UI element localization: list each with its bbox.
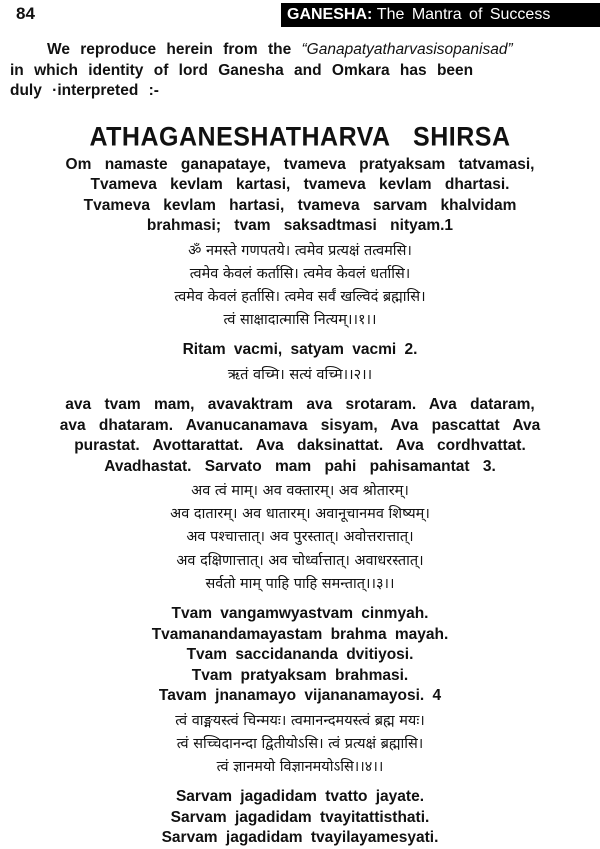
sanskrit-line: अव दातारम्। अव धातारम्। अवानूचानमव शिष्यम्। [170, 506, 430, 523]
sanskrit-line: त्वमेव केवलं हर्तासि। त्वमेव सर्वं खल्विदं ब्रह्मासि। [174, 288, 426, 305]
transliteration-line: Avadhastat. Sarvato mam pahi pahisamantat 3. [104, 457, 496, 475]
verse-section [10, 395, 590, 596]
sanskrit-line: अव त्वं माम्। अव वक्तारम्। अव श्रोतारम्। [191, 483, 409, 500]
transliteration-line: Tvameva kevlam kartasi, tvameva kevlam dhartasi. [90, 176, 510, 193]
sanskrit-line: त्वमेव केवलं कर्तासि। त्वमेव केवलं धर्तासि। [189, 265, 411, 282]
transliteration-line: Ritam vacmi, satyam vacmi 2. [182, 341, 418, 359]
transliteration-line: Om namaste ganapataye, tvameva pratyaksam tatvamasi, [65, 155, 535, 173]
sanskrit-line: त्वं सच्चिदानन्दा द्वितीयोऽसि। त्वं प्रत्यक्षं ब्रह्मासि। [176, 735, 424, 752]
transliteration-line: Tavam jnanamayo vijananamayosi. 4 [158, 687, 442, 705]
transliteration-line: Sarvam jagadidam tvatto jayate. [175, 788, 425, 806]
intro-line-3: duly ·interpreted :- [10, 82, 159, 99]
page-content [10, 40, 590, 849]
sanskrit-line: अव दक्षिणात्तात्। अव चोर्ध्वात्तात्। अवाधरस्तात्। [176, 552, 424, 569]
book-title: GANESHA: [287, 6, 373, 23]
verses [10, 155, 590, 849]
transliteration-line: Tvameva kevlam hartasi, tvameva sarvam khalvidam [83, 196, 517, 214]
transliteration-line: brahmasi; tvam saksadtmasi nityam.1 [146, 217, 454, 234]
sanskrit-line: त्वं ज्ञानमयो विज्ञानमयोऽसि।।४।। [216, 758, 384, 775]
transliteration-line: Tvam saccidananda dvitiyosi. [186, 646, 414, 664]
verse-section [10, 340, 590, 387]
sanskrit-line: त्वं वाङ्मयस्त्वं चिन्मयः। त्वमानन्दमयस्त्वं ब्रह्म मयः। [175, 712, 425, 729]
sanskrit-line: ॐ नमस्ते गणपतये। त्वमेव प्रत्यक्षं तत्वमसि। [188, 242, 412, 259]
sanskrit-block [10, 364, 590, 387]
intro-line-2: in which identity of lord Ganesha and Omkara has been [10, 61, 474, 79]
intro-line-1: We reproduce herein from the [47, 41, 302, 58]
verse-section [10, 787, 590, 849]
transliteration-line: Sarvam jagadidam tvayilayamesyati. [161, 829, 439, 847]
sanskrit-block [10, 480, 590, 596]
sanskrit-line: ऋतं वच्मि। सत्यं वच्मि।।२।। [227, 366, 373, 383]
transliteration-line: purastat. Avottarattat. Ava daksinattat. Ava cordhvattat. [74, 437, 526, 455]
transliteration-line: Tvam pratyaksam brahmasi. [191, 666, 409, 684]
book-subtitle: The Mantra of Success [376, 6, 551, 23]
verse-section [10, 155, 590, 333]
page-number: 84 [16, 4, 35, 23]
sanskrit-line: सर्वतो माम् पाहि पाहि समन्तात्।।३।। [205, 575, 395, 592]
sanskrit-block [10, 710, 590, 780]
transliteration-line: ava tvam mam, avavaktram ava srotaram. Ava dataram, [65, 396, 535, 414]
sanskrit-line: त्वं साक्षादात्मासि नित्यम्।।१।। [223, 312, 377, 329]
sanskrit-line: अव पश्चात्तात्। अव पुरस्तात्। अवोत्तरात्तात्। [186, 529, 414, 546]
verse-section [10, 604, 590, 779]
transliteration-line: Tvam vangamwyastvam cinmyah. [171, 605, 429, 623]
source-text-title: “Ganapatyatharvasisopanisad” [301, 41, 513, 58]
hymn-title: ATHAGANESHATHARVA SHIRSA [89, 121, 511, 152]
transliteration-line: Sarvam jagadidam tvayitattisthati. [170, 808, 430, 826]
transliteration-line: ava dhataram. Avanucanamava sisyam, Ava pascattat Ava [59, 416, 541, 434]
intro-paragraph [10, 40, 590, 102]
transliteration-line: Tvamanandamayastam brahma mayah. [151, 625, 449, 643]
sanskrit-block [10, 240, 590, 333]
running-header [281, 3, 600, 27]
